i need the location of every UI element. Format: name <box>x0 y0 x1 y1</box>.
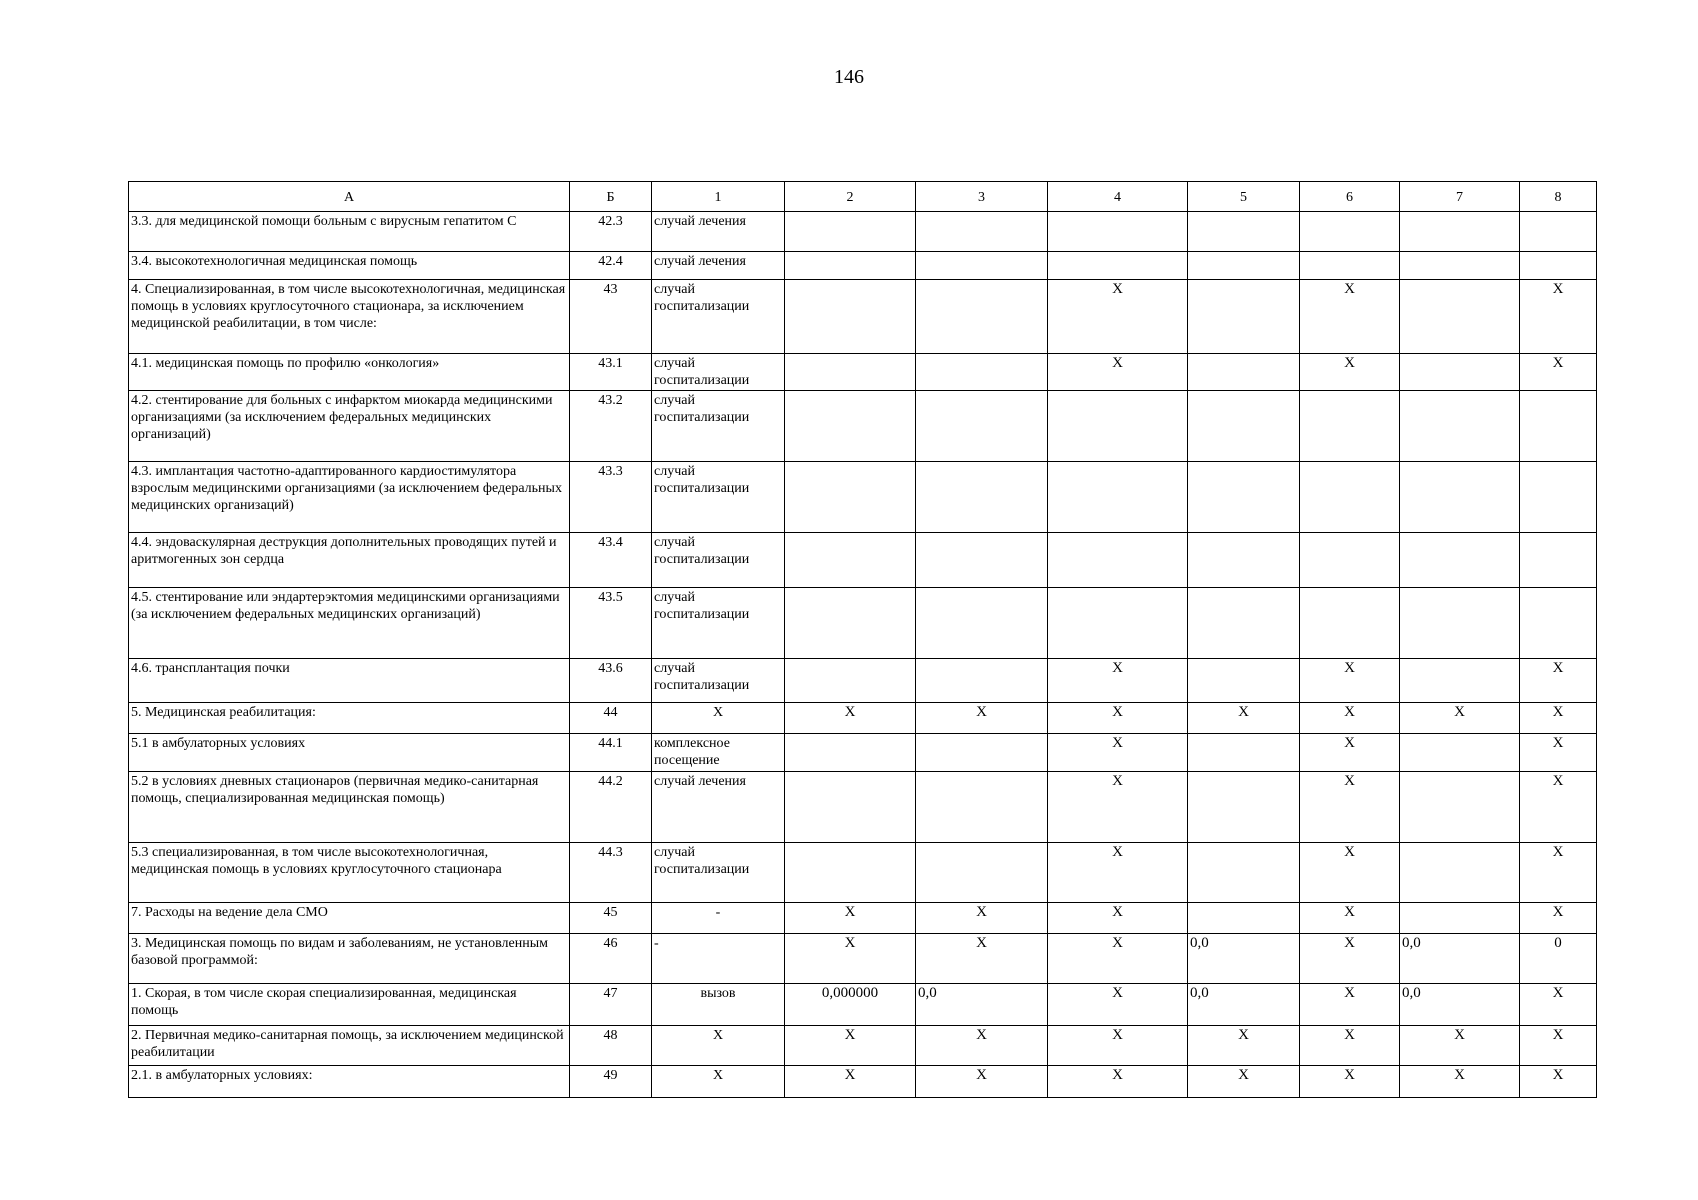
row-col3-cell <box>916 533 1048 588</box>
table-row <box>129 703 1597 734</box>
row-col6-cell: Х <box>1300 280 1400 354</box>
table-row <box>129 588 1597 659</box>
row-code-cell: 48 <box>570 1026 652 1066</box>
row-col6-cell: Х <box>1300 843 1400 903</box>
row-col4-cell: Х <box>1048 984 1188 1026</box>
row-col6-cell: Х <box>1300 903 1400 934</box>
row-col7-cell: 0,0 <box>1400 934 1520 984</box>
header-cell-b: Б <box>570 182 652 212</box>
row-name-cell: 4.4. эндоваскулярная деструкция дополнительных проводящих путей и аритмогенных зон сердца <box>129 533 570 588</box>
row-col2-cell: Х <box>785 703 916 734</box>
row-name-cell: 4.1. медицинская помощь по профилю «онкология» <box>129 354 570 391</box>
header-cell-a: А <box>129 182 570 212</box>
row-col7-cell: 0,0 <box>1400 984 1520 1026</box>
row-col3-cell: Х <box>916 1026 1048 1066</box>
row-col2-cell: Х <box>785 934 916 984</box>
row-col8-cell: Х <box>1520 984 1597 1026</box>
row-code-cell: 43.4 <box>570 533 652 588</box>
table-row <box>129 212 1597 252</box>
row-col8-cell <box>1520 533 1597 588</box>
row-col3-cell: Х <box>916 1066 1048 1098</box>
row-name-cell: 4. Специализированная, в том числе высокотехнологичная, медицинская помощь в условиях круглосуточного стационара, за исключением медицинской реабилитации, в том числе: <box>129 280 570 354</box>
row-col2-cell <box>785 462 916 533</box>
row-col3-cell <box>916 734 1048 772</box>
row-code-cell: 45 <box>570 903 652 934</box>
header-cell-1: 1 <box>652 182 785 212</box>
row-name-cell: 3.3. для медицинской помощи больным с вирусным гепатитом С <box>129 212 570 252</box>
row-unit-cell: комплексное посещение <box>652 734 785 772</box>
row-col5-cell: Х <box>1188 1026 1300 1066</box>
row-unit-cell: случай госпитализации <box>652 280 785 354</box>
row-col6-cell <box>1300 533 1400 588</box>
row-col5-cell: 0,0 <box>1188 984 1300 1026</box>
row-col4-cell <box>1048 533 1188 588</box>
row-col3-cell <box>916 391 1048 462</box>
row-name-cell: 3. Медицинская помощь по видам и заболеваниям, не установленным базовой программой: <box>129 934 570 984</box>
row-code-cell: 43.3 <box>570 462 652 533</box>
row-code-cell: 42.3 <box>570 212 652 252</box>
row-col2-cell: 0,000000 <box>785 984 916 1026</box>
data-table <box>128 181 1597 1098</box>
row-code-cell: 43.2 <box>570 391 652 462</box>
row-col6-cell: Х <box>1300 354 1400 391</box>
row-col2-cell <box>785 391 916 462</box>
row-unit-cell: случай госпитализации <box>652 843 785 903</box>
table-row <box>129 843 1597 903</box>
row-col2-cell <box>785 252 916 280</box>
row-name-cell: 5. Медицинская реабилитация: <box>129 703 570 734</box>
row-col4-cell: Х <box>1048 280 1188 354</box>
row-col8-cell: Х <box>1520 1066 1597 1098</box>
row-col3-cell: Х <box>916 703 1048 734</box>
table-row <box>129 1026 1597 1066</box>
row-unit-cell: Х <box>652 1026 785 1066</box>
row-col7-cell <box>1400 280 1520 354</box>
row-name-cell: 4.3. имплантация частотно-адаптированного кардиостимулятора взрослым медицинскими организациями (за исключением федеральных медицинских организаций) <box>129 462 570 533</box>
row-col8-cell: Х <box>1520 1026 1597 1066</box>
row-col2-cell: Х <box>785 1026 916 1066</box>
row-code-cell: 43.6 <box>570 659 652 703</box>
row-col5-cell <box>1188 734 1300 772</box>
row-unit-cell: случай лечения <box>652 252 785 280</box>
row-col7-cell <box>1400 533 1520 588</box>
row-unit-cell: - <box>652 934 785 984</box>
row-col5-cell <box>1188 391 1300 462</box>
row-col5-cell <box>1188 533 1300 588</box>
row-unit-cell: случай лечения <box>652 772 785 843</box>
row-col2-cell <box>785 734 916 772</box>
row-col2-cell: Х <box>785 1066 916 1098</box>
table-row <box>129 659 1597 703</box>
row-col5-cell <box>1188 843 1300 903</box>
row-col2-cell <box>785 280 916 354</box>
row-col6-cell <box>1300 462 1400 533</box>
row-col6-cell: Х <box>1300 934 1400 984</box>
row-col4-cell <box>1048 588 1188 659</box>
header-cell-6: 6 <box>1300 182 1400 212</box>
row-name-cell: 1. Скорая, в том числе скорая специализированная, медицинская помощь <box>129 984 570 1026</box>
row-col7-cell <box>1400 252 1520 280</box>
row-code-cell: 49 <box>570 1066 652 1098</box>
row-name-cell: 2. Первичная медико-санитарная помощь, за исключением медицинской реабилитации <box>129 1026 570 1066</box>
row-unit-cell: случай госпитализации <box>652 659 785 703</box>
row-name-cell: 4.2. стентирование для больных с инфарктом миокарда медицинскими организациями (за исключением федеральных медицинских организаций) <box>129 391 570 462</box>
row-name-cell: 2.1. в амбулаторных условиях: <box>129 1066 570 1098</box>
row-unit-cell: случай госпитализации <box>652 588 785 659</box>
header-cell-4: 4 <box>1048 182 1188 212</box>
row-col5-cell <box>1188 659 1300 703</box>
row-col5-cell <box>1188 280 1300 354</box>
row-unit-cell: случай госпитализации <box>652 462 785 533</box>
row-col3-cell <box>916 659 1048 703</box>
row-col5-cell: Х <box>1188 703 1300 734</box>
row-col8-cell <box>1520 252 1597 280</box>
row-col7-cell <box>1400 772 1520 843</box>
row-col7-cell: Х <box>1400 703 1520 734</box>
row-col3-cell: 0,0 <box>916 984 1048 1026</box>
row-col4-cell <box>1048 212 1188 252</box>
row-name-cell: 5.2 в условиях дневных стационаров (первичная медико-санитарная помощь, специализированная медицинская помощь) <box>129 772 570 843</box>
row-col6-cell: Х <box>1300 1026 1400 1066</box>
row-col4-cell: Х <box>1048 734 1188 772</box>
table-row <box>129 391 1597 462</box>
table-row <box>129 984 1597 1026</box>
row-col4-cell: Х <box>1048 843 1188 903</box>
row-col7-cell <box>1400 903 1520 934</box>
row-col7-cell <box>1400 659 1520 703</box>
row-col6-cell <box>1300 588 1400 659</box>
row-col8-cell <box>1520 462 1597 533</box>
row-unit-cell: вызов <box>652 984 785 1026</box>
row-col2-cell <box>785 843 916 903</box>
row-col8-cell: Х <box>1520 772 1597 843</box>
row-col7-cell <box>1400 391 1520 462</box>
row-col5-cell: Х <box>1188 1066 1300 1098</box>
table-row <box>129 533 1597 588</box>
row-col2-cell <box>785 772 916 843</box>
row-col7-cell <box>1400 212 1520 252</box>
row-col8-cell: Х <box>1520 734 1597 772</box>
row-code-cell: 43.5 <box>570 588 652 659</box>
row-col8-cell <box>1520 212 1597 252</box>
row-col8-cell: Х <box>1520 354 1597 391</box>
row-col8-cell <box>1520 391 1597 462</box>
row-col2-cell <box>785 659 916 703</box>
row-unit-cell: случай госпитализации <box>652 391 785 462</box>
table-row <box>129 772 1597 843</box>
row-col4-cell: Х <box>1048 903 1188 934</box>
table-row <box>129 252 1597 280</box>
row-col8-cell: Х <box>1520 903 1597 934</box>
header-cell-7: 7 <box>1400 182 1520 212</box>
row-col6-cell <box>1300 212 1400 252</box>
row-code-cell: 46 <box>570 934 652 984</box>
row-col4-cell: Х <box>1048 703 1188 734</box>
row-col7-cell <box>1400 462 1520 533</box>
table-row <box>129 934 1597 984</box>
row-col7-cell <box>1400 354 1520 391</box>
header-cell-3: 3 <box>916 182 1048 212</box>
table-row <box>129 280 1597 354</box>
row-unit-cell: Х <box>652 1066 785 1098</box>
header-cell-8: 8 <box>1520 182 1597 212</box>
row-col4-cell: Х <box>1048 659 1188 703</box>
row-name-cell: 3.4. высокотехнологичная медицинская помощь <box>129 252 570 280</box>
page-number: 146 <box>834 66 864 88</box>
row-name-cell: 5.3 специализированная, в том числе высокотехнологичная, медицинская помощь в условиях круглосуточного стационара <box>129 843 570 903</box>
row-col4-cell <box>1048 252 1188 280</box>
row-unit-cell: Х <box>652 703 785 734</box>
row-col3-cell <box>916 462 1048 533</box>
row-col5-cell <box>1188 252 1300 280</box>
row-unit-cell: случай госпитализации <box>652 533 785 588</box>
row-name-cell: 5.1 в амбулаторных условиях <box>129 734 570 772</box>
row-col6-cell: Х <box>1300 772 1400 843</box>
row-col8-cell: Х <box>1520 843 1597 903</box>
row-col6-cell: Х <box>1300 984 1400 1026</box>
row-code-cell: 44.2 <box>570 772 652 843</box>
row-col2-cell <box>785 354 916 391</box>
row-col5-cell <box>1188 588 1300 659</box>
row-unit-cell: случай госпитализации <box>652 354 785 391</box>
table-row <box>129 354 1597 391</box>
row-col6-cell: Х <box>1300 734 1400 772</box>
row-col3-cell <box>916 280 1048 354</box>
row-col2-cell <box>785 533 916 588</box>
row-code-cell: 47 <box>570 984 652 1026</box>
row-col5-cell <box>1188 903 1300 934</box>
row-code-cell: 42.4 <box>570 252 652 280</box>
row-code-cell: 43.1 <box>570 354 652 391</box>
row-col3-cell <box>916 843 1048 903</box>
row-col5-cell <box>1188 354 1300 391</box>
row-col3-cell <box>916 588 1048 659</box>
row-col8-cell: 0 <box>1520 934 1597 984</box>
table-row <box>129 903 1597 934</box>
row-unit-cell: - <box>652 903 785 934</box>
row-col6-cell <box>1300 391 1400 462</box>
row-code-cell: 43 <box>570 280 652 354</box>
row-code-cell: 44.3 <box>570 843 652 903</box>
row-col3-cell <box>916 772 1048 843</box>
row-col5-cell: 0,0 <box>1188 934 1300 984</box>
row-col4-cell: Х <box>1048 934 1188 984</box>
row-col8-cell: Х <box>1520 703 1597 734</box>
row-unit-cell: случай лечения <box>652 212 785 252</box>
row-col3-cell: Х <box>916 934 1048 984</box>
row-name-cell: 7. Расходы на ведение дела СМО <box>129 903 570 934</box>
row-col8-cell: Х <box>1520 280 1597 354</box>
row-name-cell: 4.5. стентирование или эндартерэктомия медицинскими организациями (за исключением федеральных медицинских организаций) <box>129 588 570 659</box>
row-col8-cell: Х <box>1520 659 1597 703</box>
row-col2-cell <box>785 588 916 659</box>
row-col3-cell <box>916 212 1048 252</box>
row-col3-cell: Х <box>916 903 1048 934</box>
row-col6-cell: Х <box>1300 1066 1400 1098</box>
row-col7-cell: Х <box>1400 1026 1520 1066</box>
table-row <box>129 462 1597 533</box>
row-col4-cell: Х <box>1048 1026 1188 1066</box>
row-col7-cell <box>1400 734 1520 772</box>
header-cell-2: 2 <box>785 182 916 212</box>
row-col5-cell <box>1188 772 1300 843</box>
row-col7-cell <box>1400 843 1520 903</box>
row-col3-cell <box>916 252 1048 280</box>
row-code-cell: 44.1 <box>570 734 652 772</box>
row-name-cell: 4.6. трансплантация почки <box>129 659 570 703</box>
row-col5-cell <box>1188 462 1300 533</box>
row-col7-cell: Х <box>1400 1066 1520 1098</box>
header-row <box>129 182 1597 212</box>
table-row <box>129 734 1597 772</box>
row-col4-cell: Х <box>1048 354 1188 391</box>
row-col2-cell <box>785 212 916 252</box>
row-col4-cell: Х <box>1048 772 1188 843</box>
row-col3-cell <box>916 354 1048 391</box>
row-col6-cell: Х <box>1300 659 1400 703</box>
row-col5-cell <box>1188 212 1300 252</box>
table-row <box>129 1066 1597 1098</box>
header-cell-5: 5 <box>1188 182 1300 212</box>
row-col4-cell <box>1048 462 1188 533</box>
row-col6-cell <box>1300 252 1400 280</box>
row-col8-cell <box>1520 588 1597 659</box>
row-col2-cell: Х <box>785 903 916 934</box>
row-col4-cell <box>1048 391 1188 462</box>
row-code-cell: 44 <box>570 703 652 734</box>
row-col4-cell: Х <box>1048 1066 1188 1098</box>
row-col6-cell: Х <box>1300 703 1400 734</box>
row-col7-cell <box>1400 588 1520 659</box>
